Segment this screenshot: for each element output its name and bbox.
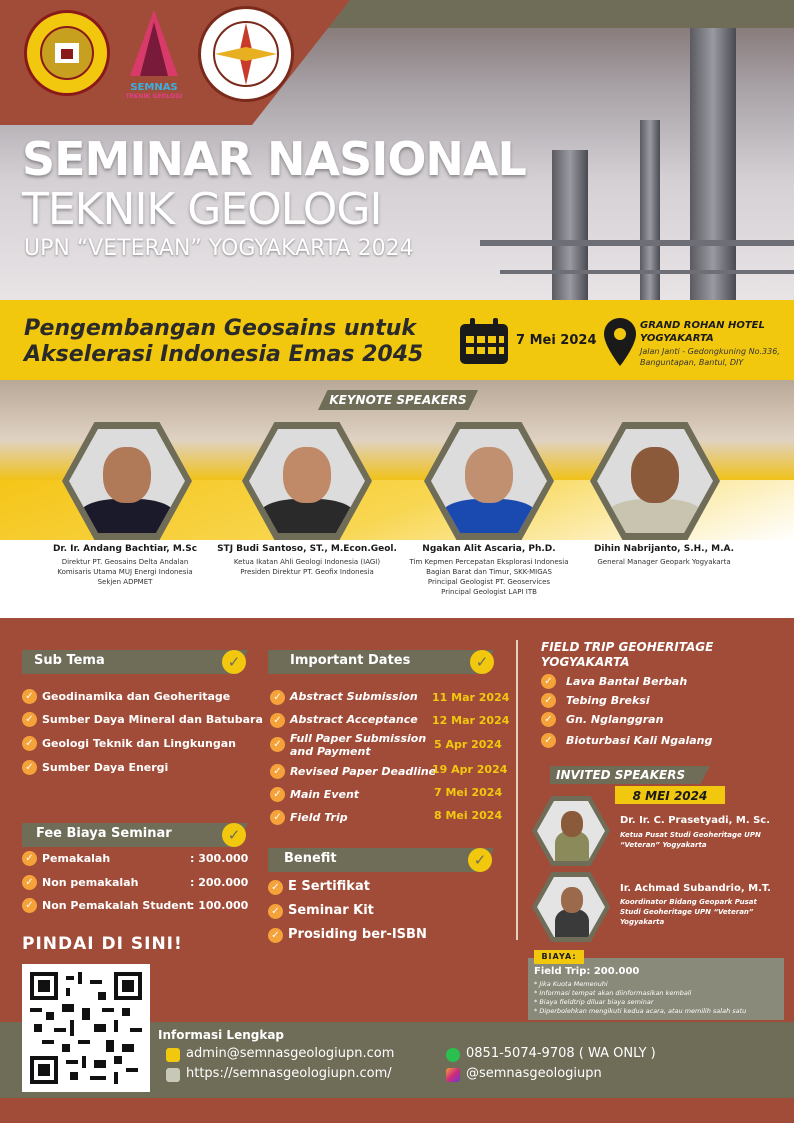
- date-label: and Payment: [290, 745, 371, 758]
- biaya-note: * Biaya fieldtrip diluar biaya seminar: [534, 998, 654, 1006]
- date-label: Abstract Acceptance: [290, 713, 418, 726]
- invited-title: INVITED SPEAKERS: [556, 768, 686, 782]
- check-icon: ✓: [222, 650, 246, 674]
- contact-phone[interactable]: 0851-5074-9708 ( WA ONLY ): [466, 1046, 656, 1061]
- footer-bottom: [0, 1098, 794, 1123]
- tower-shape: [552, 150, 588, 300]
- venue-address-line-2: Banguntapan, Bantul, DIY: [640, 358, 744, 367]
- speaker-desc: Presiden Direktur PT. Geofix Indonesia: [240, 568, 374, 576]
- check-icon: ✓: [22, 760, 37, 775]
- check-icon: ✓: [468, 848, 492, 872]
- fieldtrip-item: Bioturbasi Kali Ngalang: [566, 734, 713, 747]
- subtema-item: Sumber Daya Energi: [42, 761, 169, 774]
- biaya-note: * Diperbolehkan mengikuti kedua acara, atau memilih salah satu: [534, 1007, 747, 1015]
- speaker-desc: Ketua Ikatan Ahli Geologi Indonesia (IAGI): [233, 558, 381, 566]
- venue-name-line-2: YOGYAKARTA: [640, 333, 714, 344]
- calendar-icon: [458, 318, 510, 366]
- fee-label: Pemakalah: [42, 852, 111, 865]
- pipe-shape: [480, 240, 794, 246]
- title-line-1: SEMINAR NASIONAL: [22, 132, 526, 186]
- speaker-name: STJ Budi Santoso, ST., M.Econ.Geol.: [217, 544, 397, 554]
- dates-title: Important Dates: [290, 653, 411, 668]
- invited-speaker-desc: Yogyakarta: [620, 918, 665, 926]
- invited-speaker-desc: Studi Geoheritage UPN “Veteran”: [620, 908, 754, 916]
- speaker-photo: [431, 429, 547, 533]
- invited-speaker-name: Dr. Ir. C. Prasetyadi, M. Sc.: [620, 815, 771, 826]
- benefit-item: Seminar Kit: [288, 903, 374, 918]
- fieldtrip-title-line-2: YOGYAKARTA: [541, 655, 630, 669]
- check-icon: ✓: [541, 712, 556, 727]
- venue-address-line-1: Jalan Janti - Gedongkuning No.336,: [640, 347, 780, 356]
- subtema-item: Sumber Daya Mineral dan Batubara: [42, 713, 263, 726]
- benefit-title: Benefit: [284, 851, 337, 866]
- speaker-photo: [69, 429, 185, 533]
- fieldtrip-fee: Field Trip: 200.000: [534, 966, 640, 977]
- biaya-note: * Jika Kuota Memenuhi: [534, 980, 608, 988]
- title-line-3: UPN “VETERAN” YOGYAKARTA 2024: [24, 236, 414, 261]
- chimney-shape: [690, 20, 736, 300]
- speaker-desc: General Manager Geopark Yogyakarta: [597, 558, 731, 566]
- benefit-item: E Sertifikat: [288, 879, 370, 894]
- check-icon: ✓: [268, 904, 283, 919]
- fieldtrip-item: Gn. Nglanggran: [566, 713, 664, 726]
- invited-speaker-desc: Ketua Pusat Studi Geoheritage UPN: [620, 831, 761, 839]
- subtema-title: Sub Tema: [34, 653, 105, 668]
- biaya-label: BIAYA:: [541, 952, 577, 961]
- check-icon: ✓: [22, 736, 37, 751]
- speaker-name: Ngakan Alit Ascaria, Ph.D.: [422, 544, 556, 554]
- semnas-logo-text: SEMNAS: [130, 82, 178, 93]
- speaker-photo: [597, 429, 713, 533]
- check-icon: ✓: [22, 875, 37, 890]
- check-icon: ✓: [22, 712, 37, 727]
- check-icon: ✓: [470, 650, 494, 674]
- check-icon: ✓: [270, 737, 285, 752]
- date-value: 8 Mei 2024: [434, 809, 503, 822]
- semnas-logo-subtext: TEKNIK GEOLOGI: [125, 93, 183, 100]
- check-icon: ✓: [22, 851, 37, 866]
- fee-value: : 100.000: [190, 899, 249, 912]
- geology-dept-logo: [198, 6, 294, 102]
- check-icon: ✓: [270, 690, 285, 705]
- date-label: Field Trip: [290, 811, 348, 824]
- date-label: Revised Paper Deadline: [290, 765, 437, 778]
- invited-photo: [537, 801, 605, 861]
- speaker-photo: [249, 429, 365, 533]
- contact-instagram[interactable]: @semnasgeologiupn: [466, 1066, 602, 1081]
- check-icon: ✓: [270, 713, 285, 728]
- keynote-title: KEYNOTE SPEAKERS: [329, 393, 467, 407]
- fieldtrip-title-line-1: FIELD TRIP GEOHERITAGE: [541, 640, 714, 654]
- fee-label: Non Pemakalah Student: [42, 899, 192, 912]
- subtema-item: Geodinamika dan Geoheritage: [42, 690, 231, 703]
- contact-email[interactable]: admin@semnasgeologiupn.com: [186, 1046, 395, 1061]
- check-icon: ✓: [541, 733, 556, 748]
- invited-photo: [537, 877, 605, 937]
- fee-value: : 300.000: [190, 852, 249, 865]
- check-icon: ✓: [22, 689, 37, 704]
- instagram-icon: [446, 1068, 460, 1082]
- fieldtrip-item: Lava Bantal Berbah: [566, 675, 688, 688]
- invited-speaker-desc: “Veteran” Yogyakarta: [620, 841, 707, 849]
- globe-icon: [166, 1068, 180, 1082]
- date-value: 5 Apr 2024: [434, 738, 502, 751]
- venue-name-line-1: GRAND ROHAN HOTEL: [640, 320, 765, 331]
- check-icon: ✓: [541, 674, 556, 689]
- location-pin-icon: [604, 318, 636, 366]
- whatsapp-icon: [446, 1048, 460, 1062]
- title-line-2: TEKNIK GEOLOGI: [22, 184, 382, 235]
- semnas-logo: [118, 8, 190, 104]
- check-icon: ✓: [270, 810, 285, 825]
- event-date: 7 Mei 2024: [516, 333, 597, 348]
- check-icon: ✓: [22, 898, 37, 913]
- date-label: Abstract Submission: [290, 690, 418, 703]
- speaker-name: Dihin Nabrijanto, S.H., M.A.: [593, 544, 735, 554]
- invited-speaker-desc: Koordinator Bidang Geopark Pusat: [620, 898, 757, 906]
- pipe-shape: [500, 270, 794, 274]
- check-icon: ✓: [268, 880, 283, 895]
- check-icon: ✓: [541, 693, 556, 708]
- speaker-desc: Bagian Barat dan Timur, SKK-MIGAS: [426, 568, 552, 576]
- theme-line-1: Pengembangan Geosains untuk: [24, 316, 417, 341]
- divider: [516, 640, 518, 940]
- date-label: Main Event: [290, 788, 360, 801]
- speaker-desc: Komisaris Utama MUJ Energi Indonesia: [57, 568, 193, 576]
- fee-label: Non pemakalah: [42, 876, 139, 889]
- check-icon: ✓: [268, 928, 283, 943]
- check-icon: ✓: [270, 764, 285, 779]
- scan-label: PINDAI DI SINI!: [22, 934, 183, 954]
- email-icon: [166, 1048, 180, 1062]
- date-label: Full Paper Submission: [290, 732, 427, 745]
- date-value: 11 Mar 2024: [432, 691, 510, 704]
- fieldtrip-item: Tebing Breksi: [566, 694, 650, 707]
- check-icon: ✓: [270, 787, 285, 802]
- invited-date: 8 MEI 2024: [632, 789, 708, 803]
- fee-value: : 200.000: [190, 876, 249, 889]
- contact-website[interactable]: https://semnasgeologiupn.com/: [186, 1066, 392, 1081]
- benefit-item: Prosiding ber-ISBN: [288, 927, 427, 942]
- speaker-desc: Direktur PT. Geosains Delta Andalan: [61, 558, 189, 566]
- fee-title: Fee Biaya Seminar: [36, 826, 172, 841]
- speaker-name: Dr. Ir. Andang Bachtiar, M.Sc: [52, 544, 198, 554]
- date-value: 12 Mar 2024: [432, 714, 510, 727]
- subtema-item: Geologi Teknik dan Lingkungan: [42, 737, 236, 750]
- speaker-desc: Tim Kepmen Percepatan Eksplorasi Indonesia: [409, 558, 569, 566]
- theme-line-2: Akselerasi Indonesia Emas 2045: [24, 342, 424, 367]
- qr-code[interactable]: [22, 964, 150, 1092]
- date-value: 19 Apr 2024: [432, 763, 508, 776]
- speaker-desc: Principal Geologist LAPI ITB: [441, 588, 537, 596]
- university-logo: [24, 10, 110, 96]
- check-icon: ✓: [222, 823, 246, 847]
- contact-title: Informasi Lengkap: [158, 1028, 285, 1042]
- invited-speaker-name: Ir. Achmad Subandrio, M.T.: [620, 883, 771, 894]
- biaya-note: * Informasi tempat akan diinformasikan kembali: [534, 989, 692, 997]
- speaker-desc: Sekjen ADPMET: [97, 578, 153, 586]
- speaker-desc: Principal Geologist PT. Geoservices: [427, 578, 551, 586]
- date-value: 7 Mei 2024: [434, 786, 503, 799]
